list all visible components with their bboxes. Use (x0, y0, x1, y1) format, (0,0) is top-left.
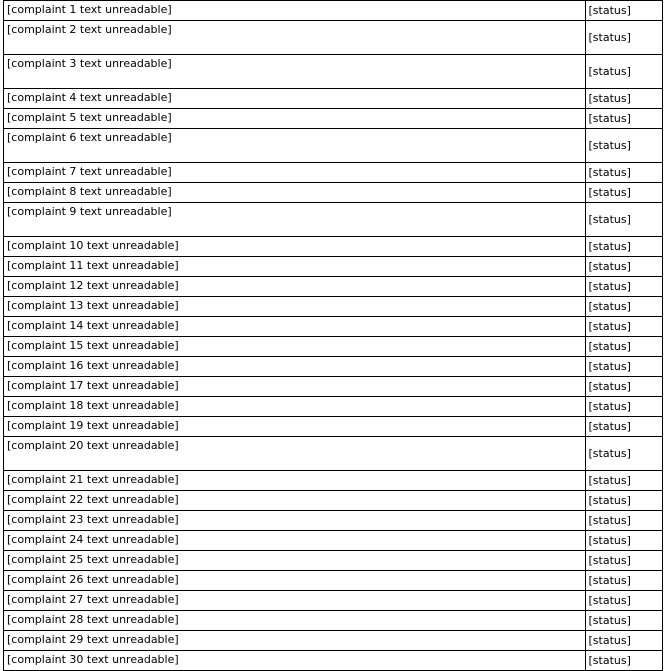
status-text: [status] (585, 277, 662, 297)
table-row (4, 277, 663, 297)
status-text: [status] (585, 337, 662, 357)
status-text: [status] (585, 651, 662, 671)
table-row (4, 21, 663, 55)
complaint-text: [complaint 23 text unreadable] (4, 511, 586, 531)
table-row (4, 377, 663, 397)
complaint-text: [complaint 14 text unreadable] (4, 317, 586, 337)
complaint-text: [complaint 8 text unreadable] (4, 183, 586, 203)
complaint-text: [complaint 21 text unreadable] (4, 471, 586, 491)
complaint-text: [complaint 15 text unreadable] (4, 337, 586, 357)
status-text: [status] (585, 591, 662, 611)
table-row (4, 631, 663, 651)
table-row (4, 163, 663, 183)
complaint-text: [complaint 26 text unreadable] (4, 571, 586, 591)
status-text: [status] (585, 511, 662, 531)
complaint-text: [complaint 4 text unreadable] (4, 89, 586, 109)
complaint-text: [complaint 25 text unreadable] (4, 551, 586, 571)
status-text: [status] (585, 297, 662, 317)
status-text: [status] (585, 237, 662, 257)
table-row (4, 109, 663, 129)
complaint-text: [complaint 12 text unreadable] (4, 277, 586, 297)
status-text: [status] (585, 55, 662, 89)
complaint-table-body (4, 1, 663, 671)
table-row (4, 491, 663, 511)
complaint-text: [complaint 9 text unreadable] (4, 203, 586, 237)
status-text: [status] (585, 417, 662, 437)
status-text: [status] (585, 21, 662, 55)
complaint-text: [complaint 20 text unreadable] (4, 437, 586, 471)
complaint-text: [complaint 30 text unreadable] (4, 651, 586, 671)
status-text: [status] (585, 1, 662, 21)
status-text: [status] (585, 437, 662, 471)
table-row (4, 257, 663, 277)
table-row (4, 317, 663, 337)
table-row (4, 591, 663, 611)
table-row (4, 183, 663, 203)
table-row (4, 89, 663, 109)
complaint-text: [complaint 17 text unreadable] (4, 377, 586, 397)
complaint-text: [complaint 3 text unreadable] (4, 55, 586, 89)
status-text: [status] (585, 531, 662, 551)
status-text: [status] (585, 317, 662, 337)
table-row (4, 297, 663, 317)
table-row (4, 551, 663, 571)
complaint-text: [complaint 18 text unreadable] (4, 397, 586, 417)
status-text: [status] (585, 611, 662, 631)
complaint-text: [complaint 1 text unreadable] (4, 1, 586, 21)
complaint-text: [complaint 24 text unreadable] (4, 531, 586, 551)
complaint-text: [complaint 13 text unreadable] (4, 297, 586, 317)
table-row (4, 237, 663, 257)
table-row (4, 1, 663, 21)
table-row (4, 611, 663, 631)
complaint-text: [complaint 22 text unreadable] (4, 491, 586, 511)
table-row (4, 531, 663, 551)
status-text: [status] (585, 491, 662, 511)
complaint-text: [complaint 10 text unreadable] (4, 237, 586, 257)
complaint-text: [complaint 28 text unreadable] (4, 611, 586, 631)
complaint-text: [complaint 27 text unreadable] (4, 591, 586, 611)
table-row (4, 55, 663, 89)
complaint-text: [complaint 11 text unreadable] (4, 257, 586, 277)
status-text: [status] (585, 89, 662, 109)
complaint-text: [complaint 29 text unreadable] (4, 631, 586, 651)
status-text: [status] (585, 163, 662, 183)
table-row (4, 651, 663, 671)
table-row (4, 511, 663, 531)
status-text: [status] (585, 551, 662, 571)
status-text: [status] (585, 129, 662, 163)
table-row (4, 203, 663, 237)
status-text: [status] (585, 203, 662, 237)
complaint-table (3, 0, 663, 671)
status-text: [status] (585, 571, 662, 591)
status-text: [status] (585, 257, 662, 277)
status-text: [status] (585, 397, 662, 417)
table-row (4, 417, 663, 437)
status-text: [status] (585, 377, 662, 397)
table-row (4, 397, 663, 417)
table-row (4, 337, 663, 357)
table-row (4, 571, 663, 591)
table-row (4, 129, 663, 163)
complaint-text: [complaint 16 text unreadable] (4, 357, 586, 377)
complaint-text: [complaint 7 text unreadable] (4, 163, 586, 183)
status-text: [status] (585, 471, 662, 491)
status-text: [status] (585, 109, 662, 129)
complaint-text: [complaint 2 text unreadable] (4, 21, 586, 55)
table-row (4, 471, 663, 491)
complaint-text: [complaint 6 text unreadable] (4, 129, 586, 163)
status-text: [status] (585, 631, 662, 651)
table-row (4, 437, 663, 471)
complaint-text: [complaint 19 text unreadable] (4, 417, 586, 437)
complaint-text: [complaint 5 text unreadable] (4, 109, 586, 129)
table-row (4, 357, 663, 377)
status-text: [status] (585, 357, 662, 377)
status-text: [status] (585, 183, 662, 203)
